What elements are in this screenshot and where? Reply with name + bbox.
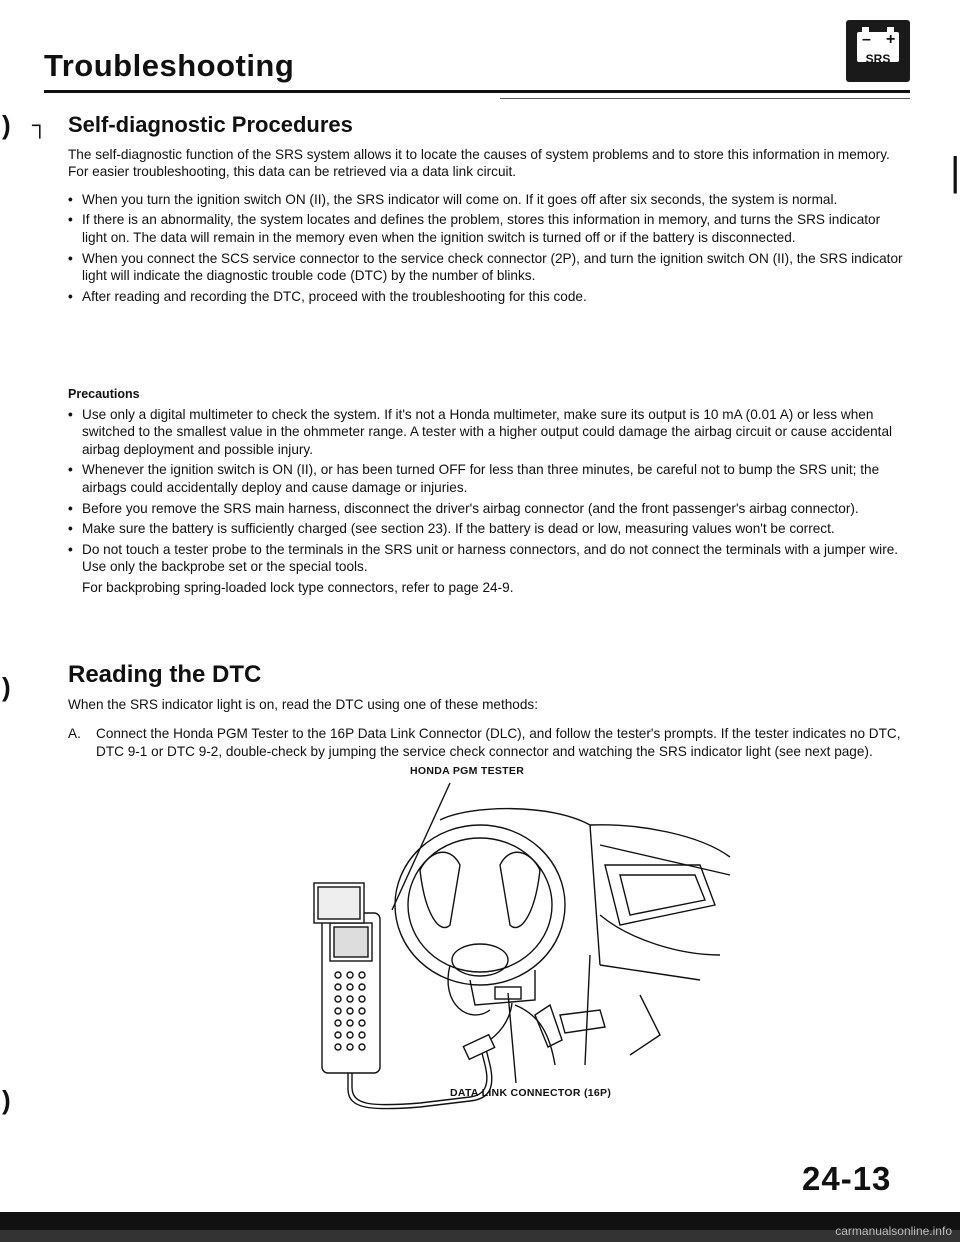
watermark: carmanualsonline.info (835, 1224, 952, 1238)
srs-badge (846, 20, 910, 82)
bullet-item: • Whenever the ignition switch is ON (II), or has been turned OFF for less than three minutes, be careful not to bump the SRS unit; the airbags could accidentally deploy and cause damage or injuries. (68, 461, 908, 496)
bottom-strip (0, 1230, 960, 1242)
margin-mark-3: ) (2, 672, 11, 702)
page-number: 24-13 (802, 1160, 892, 1197)
method-text: Connect the Honda PGM Tester to the 16P Data Link Connector (DLC), and follow the tester's prompts. If the tester indicates no DTC, DTC 9-1 or DTC 9-2, double-check by jumping the service check connector and watching the SRS indicator light (see next page). (96, 726, 901, 759)
bullet-item: • Use only a digital multimeter to check the system. If it's not a Honda multimeter, make sure its output is 10 mA (0.01 A) or less when switched to the smallest value in the ohmmeter range. A tester with a higher output could damage the airbag circuit or cause accidental airbag deployment and possible injury. (68, 406, 908, 459)
self-diagnostic-bullets (68, 191, 908, 306)
page-title: Troubleshooting (44, 48, 295, 83)
title-rule (44, 90, 910, 93)
bullet-item: • When you turn the ignition switch ON (II), the SRS indicator will come on. If it goes off after six seconds, the system is normal. (68, 191, 908, 209)
bullet-item: • Do not touch a tester probe to the terminals in the SRS unit or harness connectors, and do not connect the terminals with a jumper wire. Use only the backprobe set or the special tools. (68, 541, 908, 576)
margin-mark-1: ) (2, 110, 11, 140)
section-precautions (68, 386, 908, 597)
section-heading-reading-dtc: Reading the DTC (68, 661, 262, 688)
section-intro: The self-diagnostic function of the SRS system allows it to locate the causes of system problems and to store this information in memory. For easier troubleshooting, this data can be retrieved via a data link circuit. (68, 146, 890, 180)
bullet-item: • After reading and recording the DTC, proceed with the troubleshooting for this code. (68, 288, 908, 306)
backprobe-note: For backprobing spring-loaded lock type connectors, refer to page 24-9. (82, 579, 514, 595)
section-reading-dtc (68, 661, 908, 760)
title-rule-thin (500, 98, 910, 99)
battery-minus: – (862, 31, 871, 48)
srs-badge-label: SRS (865, 52, 891, 66)
bullet-item: • Make sure the battery is sufficiently charged (see section 23). If the battery is dead or low, measuring values won't be correct. (68, 520, 908, 538)
margin-mark-5: | (950, 150, 960, 194)
precautions-title: Precautions (68, 387, 140, 401)
method-a (68, 725, 908, 760)
section-heading-self-diagnostic: Self-diagnostic Procedures (68, 112, 353, 137)
margin-mark-2: ┐ (32, 112, 48, 137)
method-letter: A. (68, 726, 81, 742)
precautions-bullets (68, 406, 908, 576)
reading-intro: When the SRS indicator light is on, read the DTC using one of these methods: (68, 696, 538, 712)
figure-label-dlc: DATA LINK CONNECTOR (16P) (450, 1087, 612, 1099)
figure-label-pgm-tester: HONDA PGM TESTER (410, 765, 525, 777)
bottom-bar (0, 1212, 960, 1230)
bullet-item: • If there is an abnormality, the system locates and defines the problem, stores this information in memory, and turns the SRS indicator light on. The data will remain in the memory even when the ignition switch is turned off or if the battery is disconnected. (68, 211, 908, 246)
pgm-tester-illustration (300, 765, 740, 1135)
bullet-item: • When you connect the SCS service connector to the service check connector (2P), and turn the ignition switch ON (II), the SRS indicator light will indicate the diagnostic trouble code (DTC) by the number of blinks. (68, 250, 908, 285)
battery-icon (857, 31, 899, 66)
bullet-item: • Before you remove the SRS main harness, disconnect the driver's airbag connector (and the front passenger's airbag connector). (68, 500, 908, 518)
battery-plus: + (886, 31, 896, 48)
figure-pgm-tester (300, 765, 740, 1135)
margin-mark-4: ) (2, 1085, 11, 1115)
section-self-diagnostic (68, 112, 908, 308)
